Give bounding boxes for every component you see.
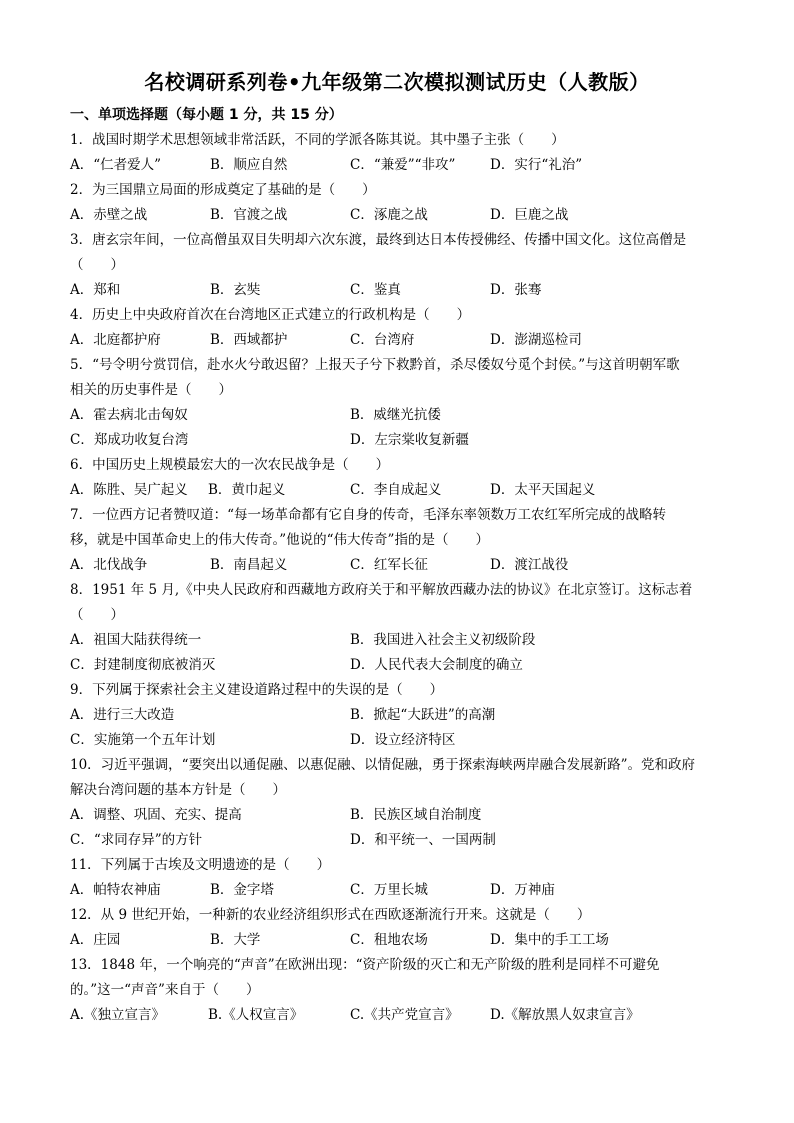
option-c: C．租地农场 [350, 932, 428, 948]
option-c: C．“兼爱”“非攻” [350, 157, 456, 173]
option-row [70, 153, 720, 178]
option-b: B．我国进入社会主义初级阶段 [350, 632, 536, 648]
question-stem: 12．从 9 世纪开始，一种新的农业经济组织形式在西欧逐渐流行开来。这就是（ ） [70, 907, 591, 923]
option-d: D．集中的手工工场 [490, 932, 609, 948]
option-b: B．顺应自然 [210, 157, 288, 173]
option-c: C．郑成功收复台湾 [70, 432, 189, 448]
question-stem: 6．中国历史上规模最宏大的一次农民战争是（ ） [70, 457, 390, 473]
option-row [70, 278, 720, 303]
question-8 [70, 578, 720, 678]
question-stem: 13．1848 年，一个响亮的“声音”在欧洲出现：“资产阶级的灭亡和无产阶级的胜利是同样不可避免 [70, 957, 660, 973]
option-b: B．大学 [210, 932, 261, 948]
option-a: A．进行三大改造 [70, 707, 175, 723]
question-stem: 2．为三国鼎立局面的形成奠定了基础的是（ ） [70, 182, 376, 198]
option-a: A．陈胜、吴广起义 [70, 482, 188, 498]
question-5 [70, 353, 720, 453]
question-12 [70, 903, 720, 953]
option-d: D．澎湖巡检司 [490, 332, 582, 348]
option-c: C．封建制度彻底被消灭 [70, 657, 216, 673]
option-b: B．官渡之战 [210, 207, 288, 223]
question-stem: 8．1951 年 5 月,《中央人民政府和西藏地方政府关于和平解放西藏办法的协议》在北京签订。这标志着 [70, 582, 693, 598]
option-row [70, 828, 720, 853]
option-a: A．郑和 [70, 282, 121, 298]
option-d: D．渡江战役 [490, 557, 569, 573]
option-b: B．西域都护 [210, 332, 288, 348]
option-c: C．万里长城 [350, 882, 428, 898]
option-row [70, 703, 720, 728]
question-stem-continued: 的。”这一“声音”来自于（ ） [70, 982, 260, 998]
option-row [70, 1003, 720, 1028]
question-stem: 7．一位西方记者赞叹道：“每一场革命都有它自身的传奇，毛泽东率领数万工农红军所完成的战略转 [70, 507, 666, 523]
page-title: 名校调研系列卷•九年级第二次模拟测试历史（人教版） [144, 70, 650, 94]
question-stem-continued: （ ） [70, 607, 124, 623]
option-d: D．左宗棠收复新疆 [350, 432, 469, 448]
option-row [70, 628, 720, 653]
option-row [70, 478, 720, 503]
option-c: C.《共产党宣言》 [350, 1007, 459, 1023]
option-d: D．万神庙 [490, 882, 555, 898]
question-stem: 9．下列属于探索社会主义建设道路过程中的失误的是（ ） [70, 682, 444, 698]
option-b: B．金字塔 [210, 882, 274, 898]
option-a: A.《独立宣言》 [70, 1007, 166, 1023]
question-9 [70, 678, 720, 753]
option-b: B．民族区域自治制度 [350, 807, 482, 823]
option-a: A．帕特农神庙 [70, 882, 161, 898]
section-heading: 一、单项选择题（每小题 1 分，共 15 分） [70, 107, 343, 123]
option-a: A．调整、巩固、充实、提高 [70, 807, 242, 823]
question-13 [70, 953, 720, 1028]
option-d: D．太平天国起义 [490, 482, 596, 498]
option-b: B．掀起“大跃进”的高潮 [350, 707, 496, 723]
option-a: A．北庭都护府 [70, 332, 161, 348]
option-a: A．北伐战争 [70, 557, 148, 573]
option-b: B．威继光抗倭 [350, 407, 441, 423]
option-c: C．“求同存异”的方针 [70, 832, 203, 848]
option-c: C．鉴真 [350, 282, 401, 298]
option-a: A．祖国大陆获得统一 [70, 632, 202, 648]
question-stem: 5．“号令明兮赏罚信，赴水火兮敢迟留？上报天子兮下救黔首，杀尽倭奴兮觅个封侯。”与这首明朝军歌 [70, 357, 680, 373]
option-a: A．赤壁之战 [70, 207, 148, 223]
option-d: D．巨鹿之战 [490, 207, 569, 223]
option-b: B．南昌起义 [210, 557, 288, 573]
option-b: B．玄奘 [210, 282, 261, 298]
option-a: A．霍去病北击匈奴 [70, 407, 188, 423]
option-row [70, 553, 720, 578]
option-d: D．设立经济特区 [350, 732, 456, 748]
option-c: C．实施第一个五年计划 [70, 732, 216, 748]
option-b: B.《人权宣言》 [208, 1007, 304, 1023]
option-row [70, 403, 720, 428]
option-d: D．张骞 [490, 282, 542, 298]
option-row [70, 653, 720, 678]
option-d: D．人民代表大会制度的确立 [350, 657, 523, 673]
option-d: D.《解放黑人奴隶宣言》 [490, 1007, 640, 1023]
question-1 [70, 128, 720, 178]
question-stem-continued: 移，就是中国革命史上的伟大传奇。”他说的“伟大传奇”指的是（ ） [70, 532, 489, 548]
option-row [70, 728, 720, 753]
option-d: D．实行“礼治” [490, 157, 583, 173]
option-row [70, 428, 720, 453]
question-stem-continued: 相关的历史事件是（ ） [70, 382, 232, 398]
option-b: B．黄巾起义 [208, 482, 286, 498]
option-a: A．庄园 [70, 932, 121, 948]
option-row [70, 803, 720, 828]
question-stem: 4．历史上中央政府首次在台湾地区正式建立的行政机构是（ ） [70, 307, 471, 323]
question-7 [70, 503, 720, 578]
question-3 [70, 228, 720, 303]
option-c: C．台湾府 [350, 332, 415, 348]
option-c: C．李自成起义 [350, 482, 442, 498]
option-a: A．“仁者爱人” [70, 157, 162, 173]
option-row [70, 878, 720, 903]
option-row [70, 928, 720, 953]
question-stem: 1．战国时期学术思想领域非常活跃，不同的学派各陈其说。其中墨子主张（ ） [70, 132, 565, 148]
question-2 [70, 178, 720, 228]
question-stem: 11．下列属于古埃及文明遗迹的是（ ） [70, 857, 331, 873]
option-row [70, 328, 720, 353]
option-c: C．红军长征 [350, 557, 428, 573]
question-stem: 3．唐玄宗年间，一位高僧虽双目失明却六次东渡，最终到达日本传授佛经、传播中国文化。这位高僧是 [70, 232, 687, 248]
question-4 [70, 303, 720, 353]
question-10 [70, 753, 720, 853]
option-d: D．和平统一、一国两制 [350, 832, 496, 848]
question-6 [70, 453, 720, 503]
question-list [70, 128, 720, 1028]
question-stem-continued: 解决台湾问题的基本方针是（ ） [70, 782, 286, 798]
question-11 [70, 853, 720, 903]
question-stem-continued: （ ） [70, 257, 124, 273]
question-stem: 10．习近平强调，“要突出以通促融、以惠促融、以情促融，勇于探索海峡两岸融合发展新路”。党和政府 [70, 757, 695, 773]
option-c: C．涿鹿之战 [350, 207, 428, 223]
option-row [70, 203, 720, 228]
